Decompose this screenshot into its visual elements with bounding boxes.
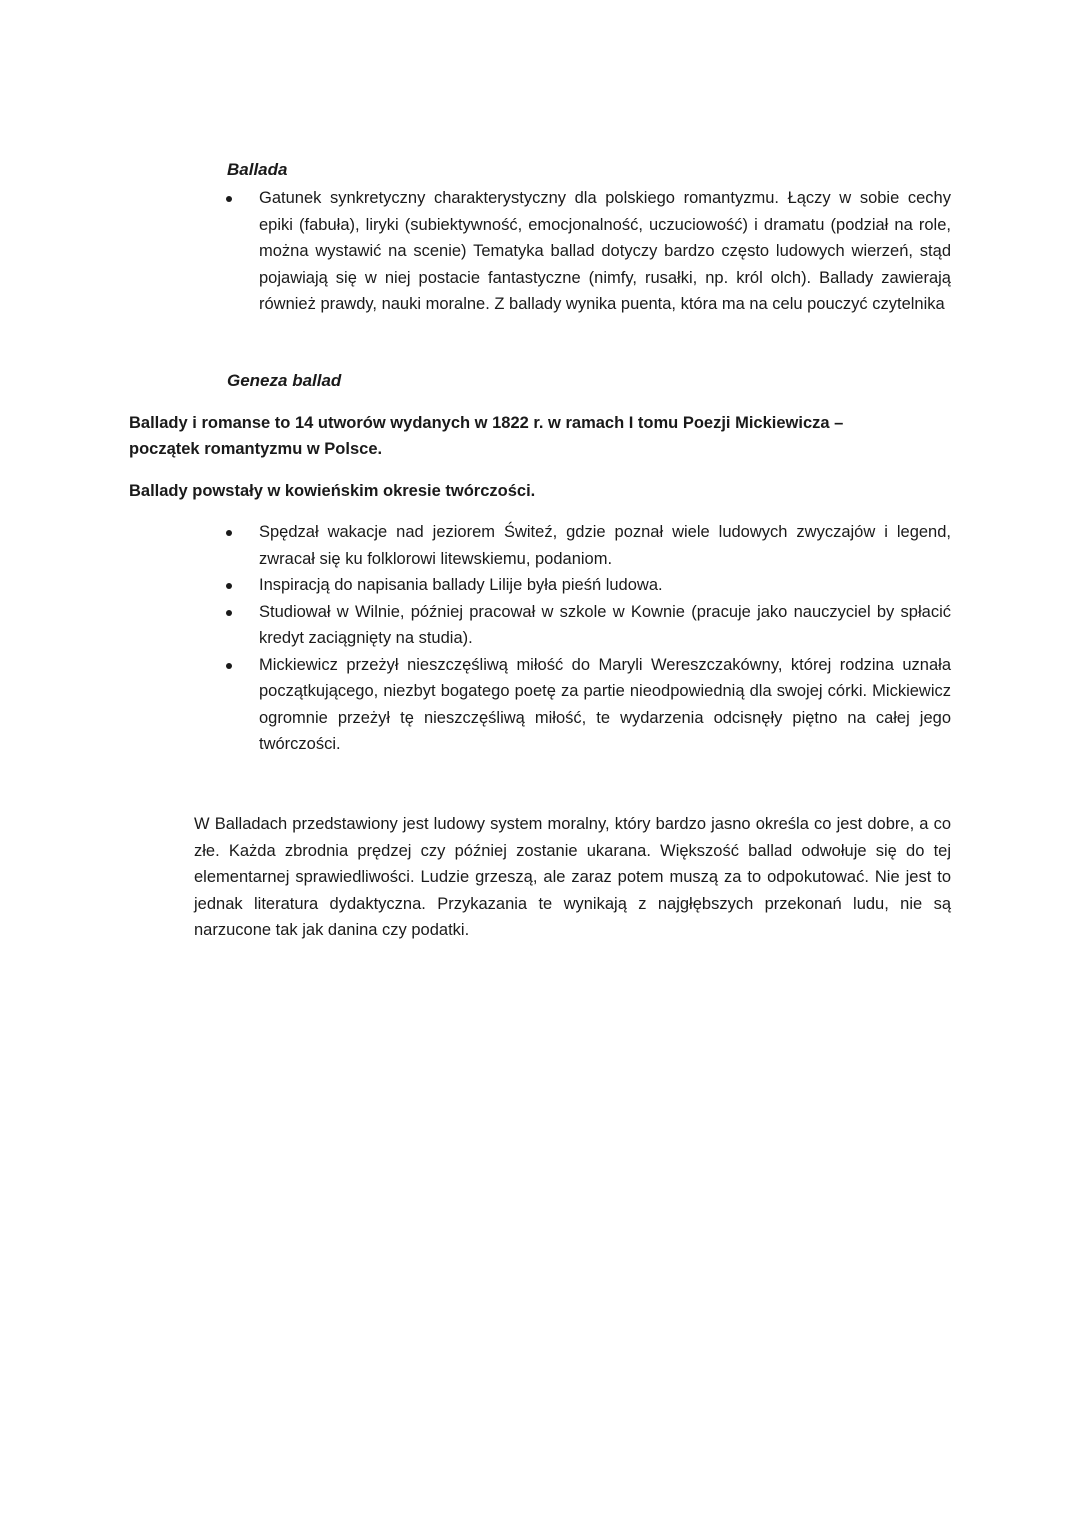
list-item xyxy=(227,572,951,599)
list-item xyxy=(227,185,951,318)
section-heading-geneza: Geneza ballad xyxy=(227,371,342,390)
list-item-text: Mickiewicz przeżył nieszczęśliwą miłość do Maryli Wereszczakówny, której rodzina uznała początkującego, niezbyt bogatego poetę za partie nieodpowiednią dla swojej córki. Mickiewicz ogromnie przeżył tę nieszczęśliwą miłość, te wydarzenia odcisnęły piętno na całej jego twórczości. xyxy=(259,655,951,753)
bullet-icon xyxy=(226,663,232,669)
list-item-text: Gatunek synkretyczny charakterystyczny dla polskiego romantyzmu. Łączy w sobie cechy epiki (fabuła), liryki (subiektywność, emocjonalność, uczuciowość) i dramatu (podział na role, można wystawić na scenie) Tematyka ballad dotyczy bardzo często ludowych wierzeń, stąd pojawiają się w niej postacie fantastyczne (nimfy, rusałki, np. król olch). Ballady zawierają również prawdy, nauki moralne. Z ballady wynika puenta, która ma na celu pouczyć czytelnika xyxy=(259,189,951,313)
list-item xyxy=(227,599,951,652)
bullet-icon xyxy=(226,610,232,616)
list-item xyxy=(227,652,951,758)
bullet-icon xyxy=(226,530,232,536)
ballada-bullet-list xyxy=(227,185,951,318)
bold-paragraph-period: Ballady powstały w kowieńskim okresie twórczości. xyxy=(129,482,536,500)
geneza-bullet-list xyxy=(227,519,951,758)
bullet-icon xyxy=(226,196,232,202)
bullet-icon xyxy=(226,583,232,589)
bold-paragraph-publication: Ballady i romanse to 14 utworów wydanych w 1822 r. w ramach I tomu Poezji Mickiewicza – początek romantyzmu w Polsce. xyxy=(129,414,844,458)
list-item-text: Inspiracją do napisania ballady Lilije była pieśń ludowa. xyxy=(259,576,663,594)
list-item xyxy=(227,519,951,572)
list-item-text: Studiował w Wilnie, później pracował w szkole w Kownie (pracuje jako nauczyciel by spłacić kredyt zaciągnięty na studia). xyxy=(259,602,951,647)
section-heading-ballada: Ballada xyxy=(227,160,288,179)
list-item-text: Spędzał wakacje nad jeziorem Świteź, gdzie poznał wiele ludowych zwyczajów i legend, zwracał się ku folklorowi litewskiemu, podaniom. xyxy=(259,523,951,568)
closing-paragraph: W Balladach przedstawiony jest ludowy system moralny, który bardzo jasno określa co jest dobre, a co złe. Każda zbrodnia prędzej czy później zostanie ukarana. Większość ballad odwołuje się do tej elementarnej sprawiedliwości. Ludzie grzeszą, ale zaraz potem muszą za to odpokutować. Nie jest to jednak literatura dydaktyczna. Przykazania te wynikają z najgłębszych przekonań ludu, nie są narzucone tak jak danina czy podatki. xyxy=(194,815,951,939)
